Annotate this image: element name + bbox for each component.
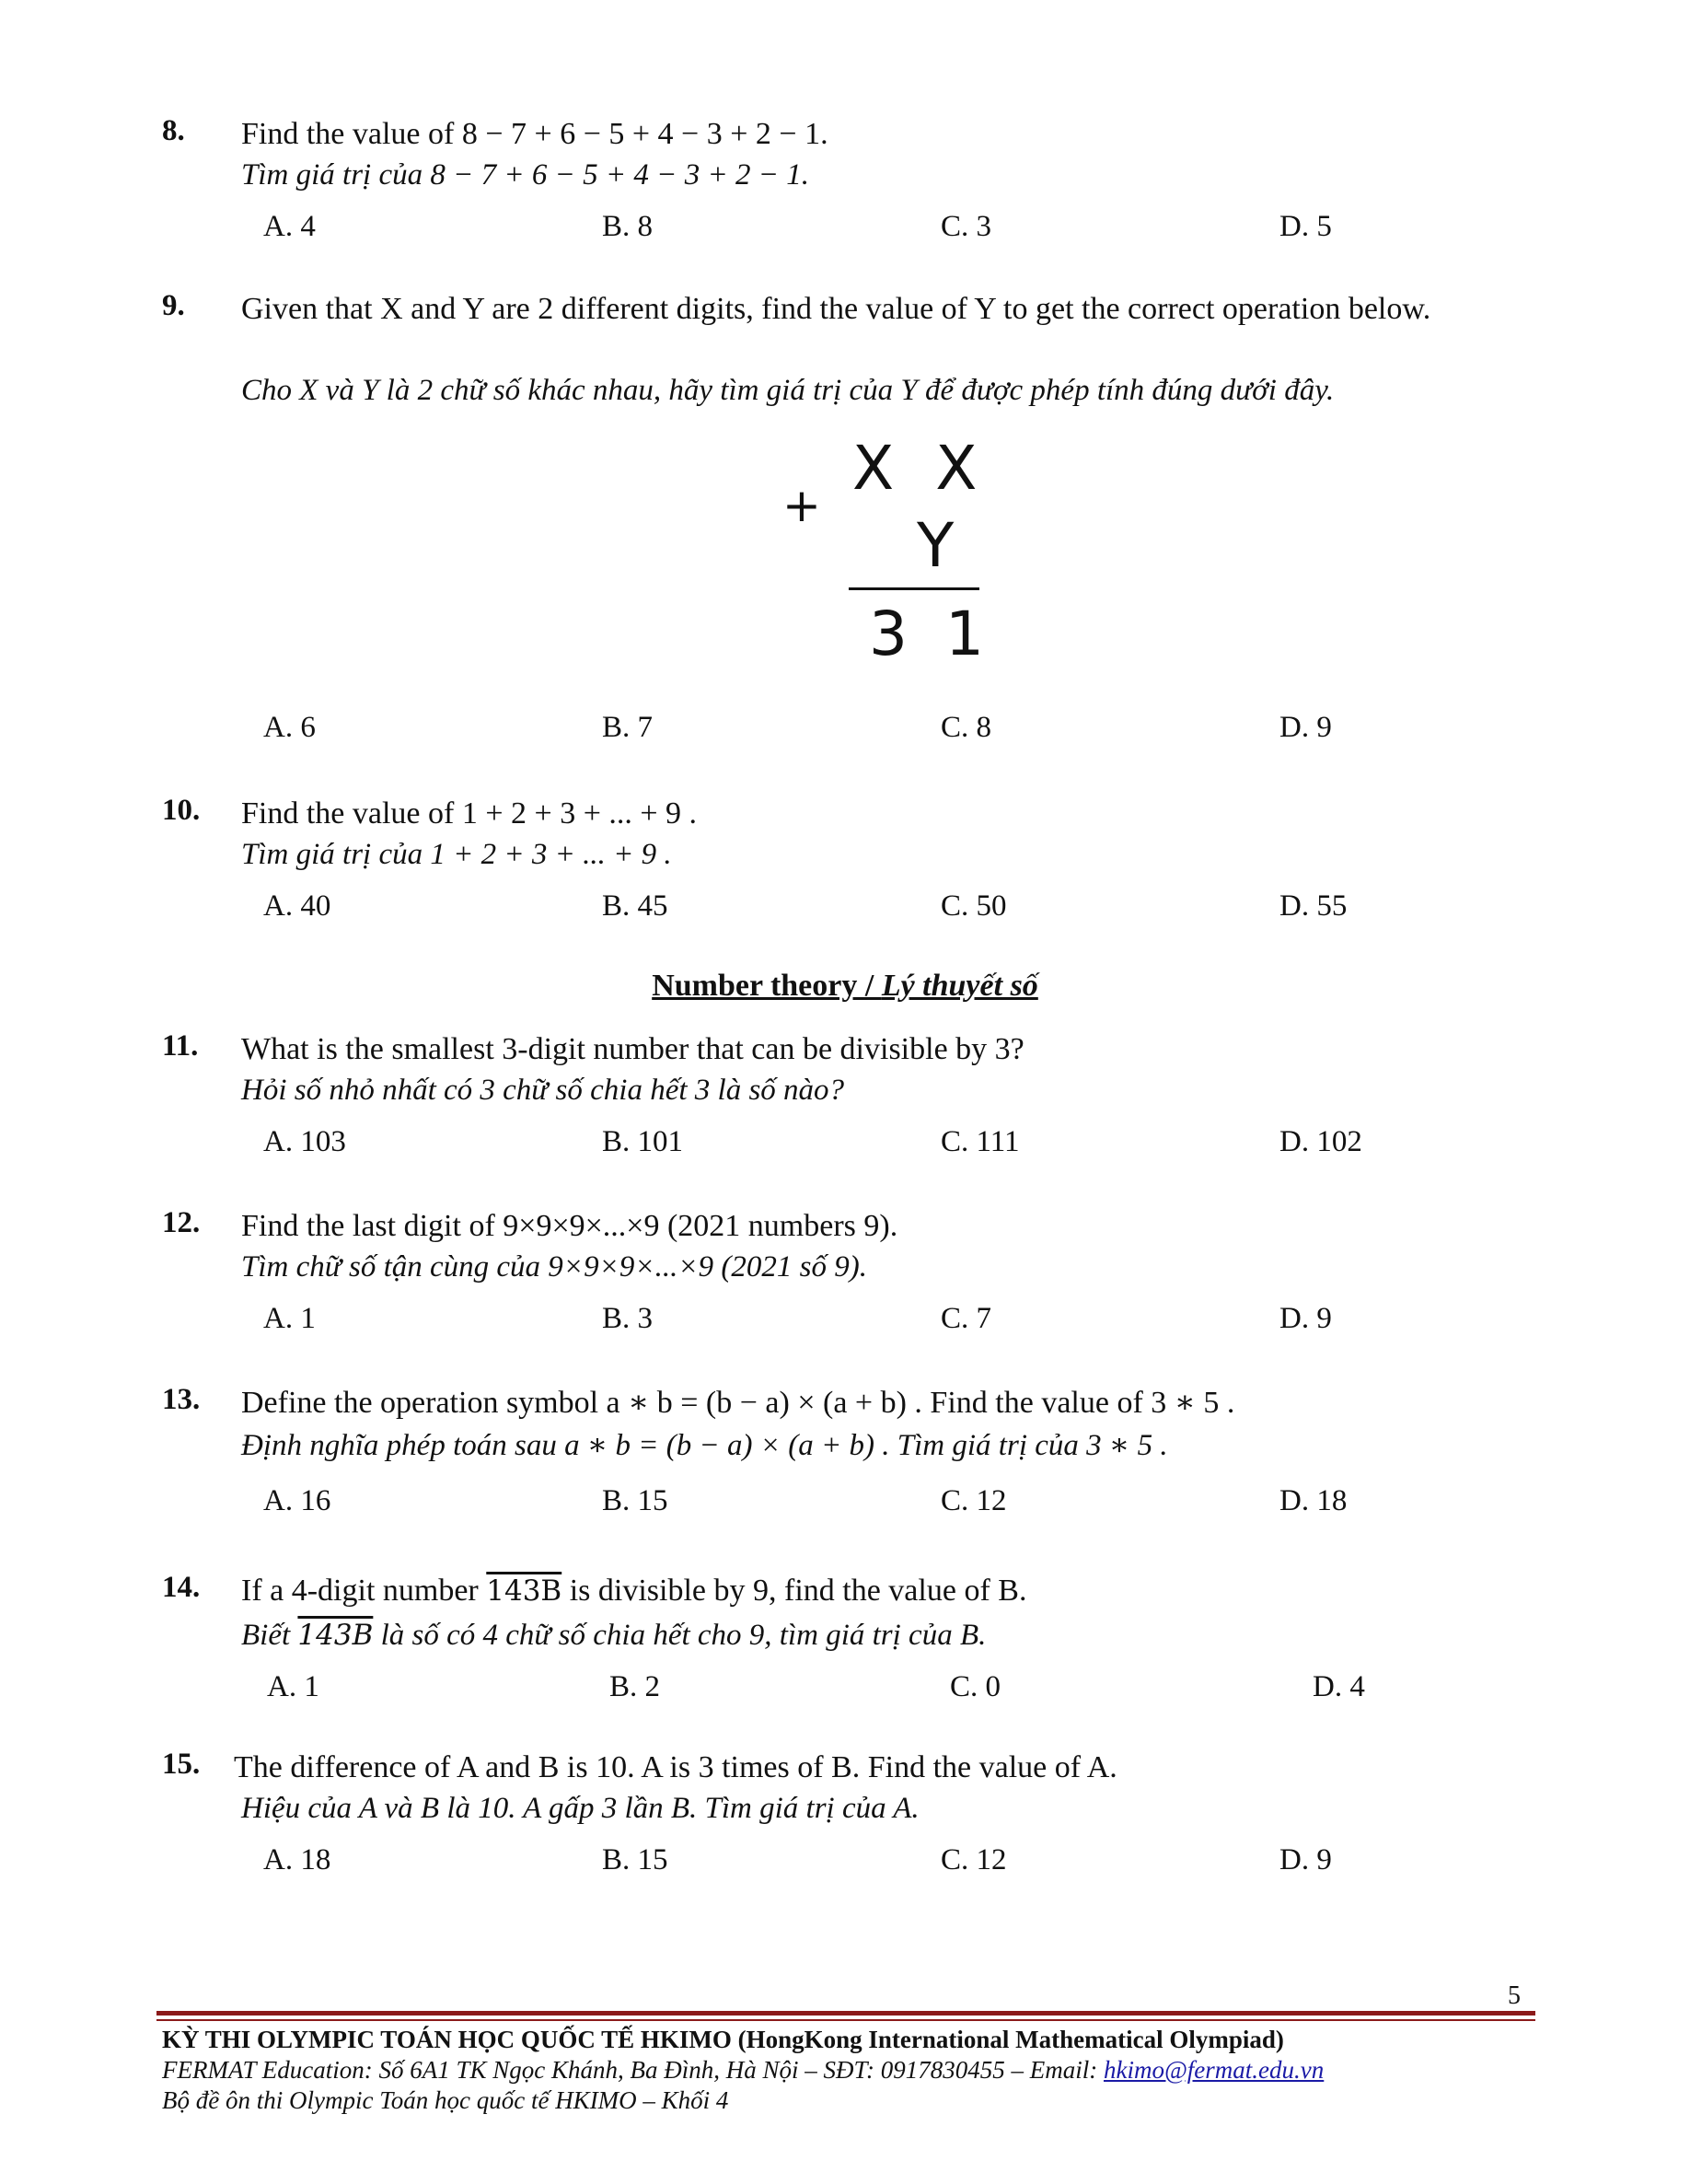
option-c[interactable]: C. 50: [941, 889, 1007, 923]
footer-divider: [156, 2011, 1535, 2016]
option-d[interactable]: D. 9: [1279, 711, 1332, 744]
option-b[interactable]: B. 7: [602, 711, 654, 744]
question-number: 12.: [162, 1206, 201, 1239]
question-text-vi: Hiệu của A và B là 10. A gấp 3 lần B. Tìm giá trị của A.: [241, 1792, 920, 1825]
option-d[interactable]: D. 5: [1279, 210, 1332, 243]
question-number: 9.: [162, 289, 185, 322]
option-b[interactable]: B. 45: [602, 889, 668, 923]
option-c[interactable]: C. 12: [941, 1484, 1007, 1517]
question-text-vi: Tìm giá trị của 8 − 7 + 6 − 5 + 4 − 3 + 2 − 1.: [241, 158, 809, 192]
question-text-en: Find the last digit of 9×9×9×...×9 (2021 numbers 9).: [241, 1209, 898, 1243]
option-d[interactable]: D. 4: [1313, 1670, 1365, 1703]
option-d[interactable]: D. 9: [1279, 1302, 1332, 1335]
option-a[interactable]: A. 6: [263, 711, 316, 744]
section-heading: [0, 969, 1690, 1004]
option-b[interactable]: B. 101: [602, 1125, 684, 1158]
overlined-number: 143B: [297, 1619, 374, 1652]
question-number: 14.: [162, 1571, 201, 1604]
page-number: 5: [1508, 1981, 1521, 2010]
option-c[interactable]: C. 111: [941, 1125, 1020, 1158]
addition-puzzle: [782, 433, 1003, 681]
footer-subtitle: Bộ đề ôn thi Olympic Toán học quốc tế HKIMO – Khối 4: [162, 2086, 729, 2114]
option-a[interactable]: A. 1: [263, 1302, 316, 1335]
option-b[interactable]: B. 8: [602, 210, 654, 243]
option-a[interactable]: A. 4: [263, 210, 316, 243]
question-text-vi: Tìm giá trị của 1 + 2 + 3 + ... + 9 .: [241, 838, 672, 871]
section-heading-vi: Lý thuyết số: [881, 969, 1038, 1003]
puzzle-top-number: X X: [852, 433, 989, 504]
option-c[interactable]: C. 7: [941, 1302, 992, 1335]
puzzle-addend: Y: [917, 510, 955, 581]
option-c[interactable]: C. 12: [941, 1843, 1007, 1876]
question-number: 11.: [162, 1029, 199, 1063]
question-text-en: The difference of A and B is 10. A is 3 times of B. Find the value of A.: [234, 1750, 1117, 1784]
email-link[interactable]: hkimo@fermat.edu.vn: [1103, 2056, 1325, 2084]
question-text-en: What is the smallest 3-digit number that can be divisible by 3?: [241, 1032, 1024, 1066]
question-number: 10.: [162, 794, 201, 827]
puzzle-result: 3 1: [869, 598, 993, 669]
question-text-vi: Cho X và Y là 2 chữ số khác nhau, hãy tìm giá trị của Y để được phép tính đúng dưới đây.: [241, 374, 1335, 407]
question-text-en: Find the value of 8 − 7 + 6 − 5 + 4 − 3 + 2 − 1.: [241, 117, 828, 151]
text-part: is divisible by 9, find the value of B.: [561, 1574, 1027, 1608]
question-number: 15.: [162, 1748, 201, 1781]
sum-line: [849, 587, 979, 590]
option-b[interactable]: B. 3: [602, 1302, 654, 1335]
question-text-en: Find the value of 1 + 2 + 3 + ... + 9 .: [241, 796, 698, 831]
question-number: 13.: [162, 1383, 201, 1416]
option-d[interactable]: D. 9: [1279, 1843, 1332, 1876]
question-text-en: [241, 1571, 1548, 1611]
option-d[interactable]: D. 18: [1279, 1484, 1348, 1517]
option-b[interactable]: B. 15: [602, 1484, 668, 1517]
plus-sign: +: [782, 479, 821, 532]
overlined-number: 143B: [486, 1574, 562, 1608]
footer-title: KỲ THI OLYMPIC TOÁN HỌC QUỐC TẾ HKIMO (HongKong International Mathematical Olympiad): [162, 2026, 1284, 2053]
text-part: là số có 4 chữ số chia hết cho 9, tìm giá trị của B.: [373, 1619, 987, 1652]
question-text-vi: Tìm chữ số tận cùng của 9×9×9×...×9 (2021 số 9).: [241, 1250, 867, 1284]
option-d[interactable]: D. 102: [1279, 1125, 1362, 1158]
option-c[interactable]: C. 0: [950, 1670, 1001, 1703]
option-a[interactable]: A. 40: [263, 889, 331, 923]
question-text-vi: Định nghĩa phép toán sau a ∗ b = (b − a) × (a + b) . Tìm giá trị của 3 ∗ 5 .: [241, 1429, 1168, 1462]
section-heading-en: Number theory /: [652, 969, 882, 1003]
question-number: 8.: [162, 114, 185, 147]
text-part: If a 4-digit number: [241, 1574, 487, 1608]
option-b[interactable]: B. 2: [609, 1670, 661, 1703]
footer-divider-thin: [156, 2019, 1535, 2021]
question-text-en: Given that X and Y are 2 different digits, find the value of Y to get the correct operation below.: [241, 292, 1431, 326]
question-text-vi: Hỏi số nhỏ nhất có 3 chữ số chia hết 3 là số nào?: [241, 1074, 845, 1107]
option-a[interactable]: A. 103: [263, 1125, 346, 1158]
option-b[interactable]: B. 15: [602, 1843, 668, 1876]
option-d[interactable]: D. 55: [1279, 889, 1348, 923]
option-a[interactable]: A. 1: [267, 1670, 319, 1703]
option-a[interactable]: A. 16: [263, 1484, 331, 1517]
question-text-en: Define the operation symbol a ∗ b = (b − a) × (a + b) . Find the value of 3 ∗ 5 .: [241, 1386, 1235, 1420]
text-part: Biết: [241, 1619, 298, 1652]
footer-contact: [162, 2056, 1324, 2085]
question-text-vi: [241, 1615, 1548, 1655]
footer-contact-text: FERMAT Education: Số 6A1 TK Ngọc Khánh, Ba Đình, Hà Nội – SĐT: 0917830455 – Email:: [162, 2056, 1104, 2084]
option-a[interactable]: A. 18: [263, 1843, 331, 1876]
option-c[interactable]: C. 3: [941, 210, 992, 243]
option-c[interactable]: C. 8: [941, 711, 992, 744]
